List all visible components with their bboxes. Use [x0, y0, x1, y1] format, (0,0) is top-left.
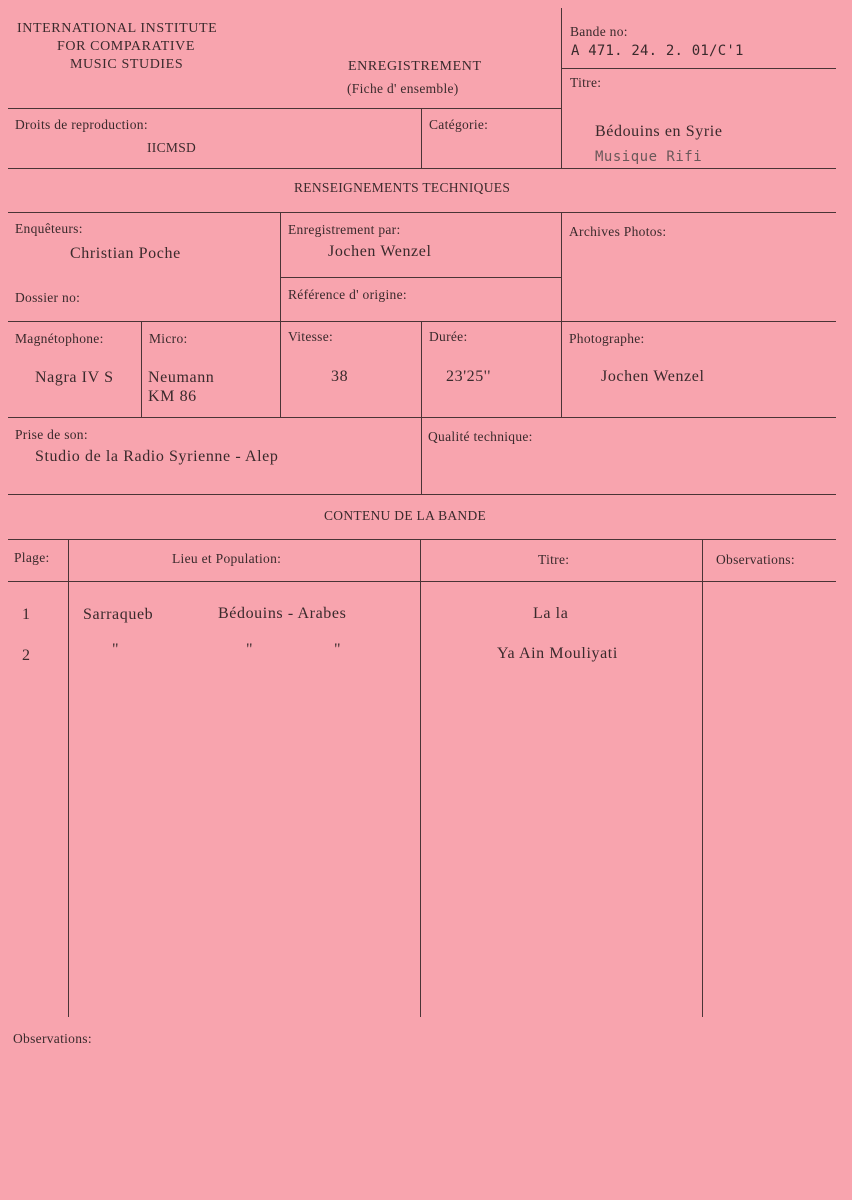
observations-bottom-label: Observations: — [13, 1031, 92, 1046]
header-plage: Plage: — [14, 550, 50, 565]
enregistrement-par-value: Jochen Wenzel — [328, 243, 432, 260]
header-observations: Observations: — [716, 552, 795, 567]
duree-label: Durée: — [429, 329, 468, 344]
enqueteurs-label: Enquêteurs: — [15, 221, 83, 236]
archives-photos-label: Archives Photos: — [569, 224, 667, 239]
droits-value: IICMSD — [147, 140, 197, 155]
section-tech-heading: RENSEIGNEMENTS TECHNIQUES — [294, 180, 511, 195]
form-title: ENREGISTREMENT — [348, 59, 482, 74]
enqueteurs-value: Christian Poche — [70, 245, 181, 262]
duree-value: 23'25'' — [446, 368, 491, 385]
institute-name-line1: INTERNATIONAL INSTITUTE — [17, 21, 218, 36]
titre-label: Titre: — [570, 75, 602, 90]
row-plage: 1 — [22, 606, 31, 623]
section-contenu-heading: CONTENU DE LA BANDE — [324, 508, 487, 523]
vitesse-label: Vitesse: — [288, 329, 334, 344]
categorie-label: Catégorie: — [429, 117, 489, 132]
titre-value-1: Bédouins en Syrie — [595, 123, 723, 140]
header-lieu: Lieu et Population: — [172, 551, 282, 566]
prise-de-son-value: Studio de la Radio Syrienne - Alep — [35, 448, 279, 465]
row-plage: 2 — [22, 647, 31, 664]
droits-label: Droits de reproduction: — [15, 117, 148, 132]
row-lieu: " — [112, 641, 120, 658]
titre-value-2: Musique Rifi — [595, 149, 703, 165]
micro-label: Micro: — [149, 331, 188, 346]
row-population: " — [246, 641, 254, 658]
enregistrement-par-label: Enregistrement par: — [288, 222, 401, 237]
magnetophone-label: Magnétophone: — [15, 331, 104, 346]
photographe-value: Jochen Wenzel — [601, 368, 705, 385]
dossier-label: Dossier no: — [15, 290, 81, 305]
form-subtitle: (Fiche d' ensemble) — [347, 81, 459, 96]
header-titre: Titre: — [538, 552, 570, 567]
row-titre: Ya Ain Mouliyati — [497, 645, 618, 662]
photographe-label: Photographe: — [569, 331, 645, 346]
micro-value-2: KM 86 — [148, 388, 197, 405]
qualite-label: Qualité technique: — [428, 429, 533, 444]
institute-name-line2: FOR COMPARATIVE — [57, 39, 196, 54]
institute-name-line3: MUSIC STUDIES — [70, 57, 184, 72]
row-population: Bédouins - Arabes — [218, 605, 347, 622]
vitesse-value: 38 — [331, 368, 349, 385]
row-lieu: Sarraqueb — [83, 606, 154, 623]
row-population-2: " — [334, 641, 342, 658]
micro-value-1: Neumann — [148, 369, 215, 386]
bande-label: Bande no: — [570, 24, 628, 39]
row-titre: La la — [533, 605, 569, 622]
prise-de-son-label: Prise de son: — [15, 427, 88, 442]
reference-label: Référence d' origine: — [288, 287, 407, 302]
magnetophone-value: Nagra IV S — [35, 369, 114, 386]
bande-value: A 471. 24. 2. 01/C'1 — [571, 43, 744, 59]
